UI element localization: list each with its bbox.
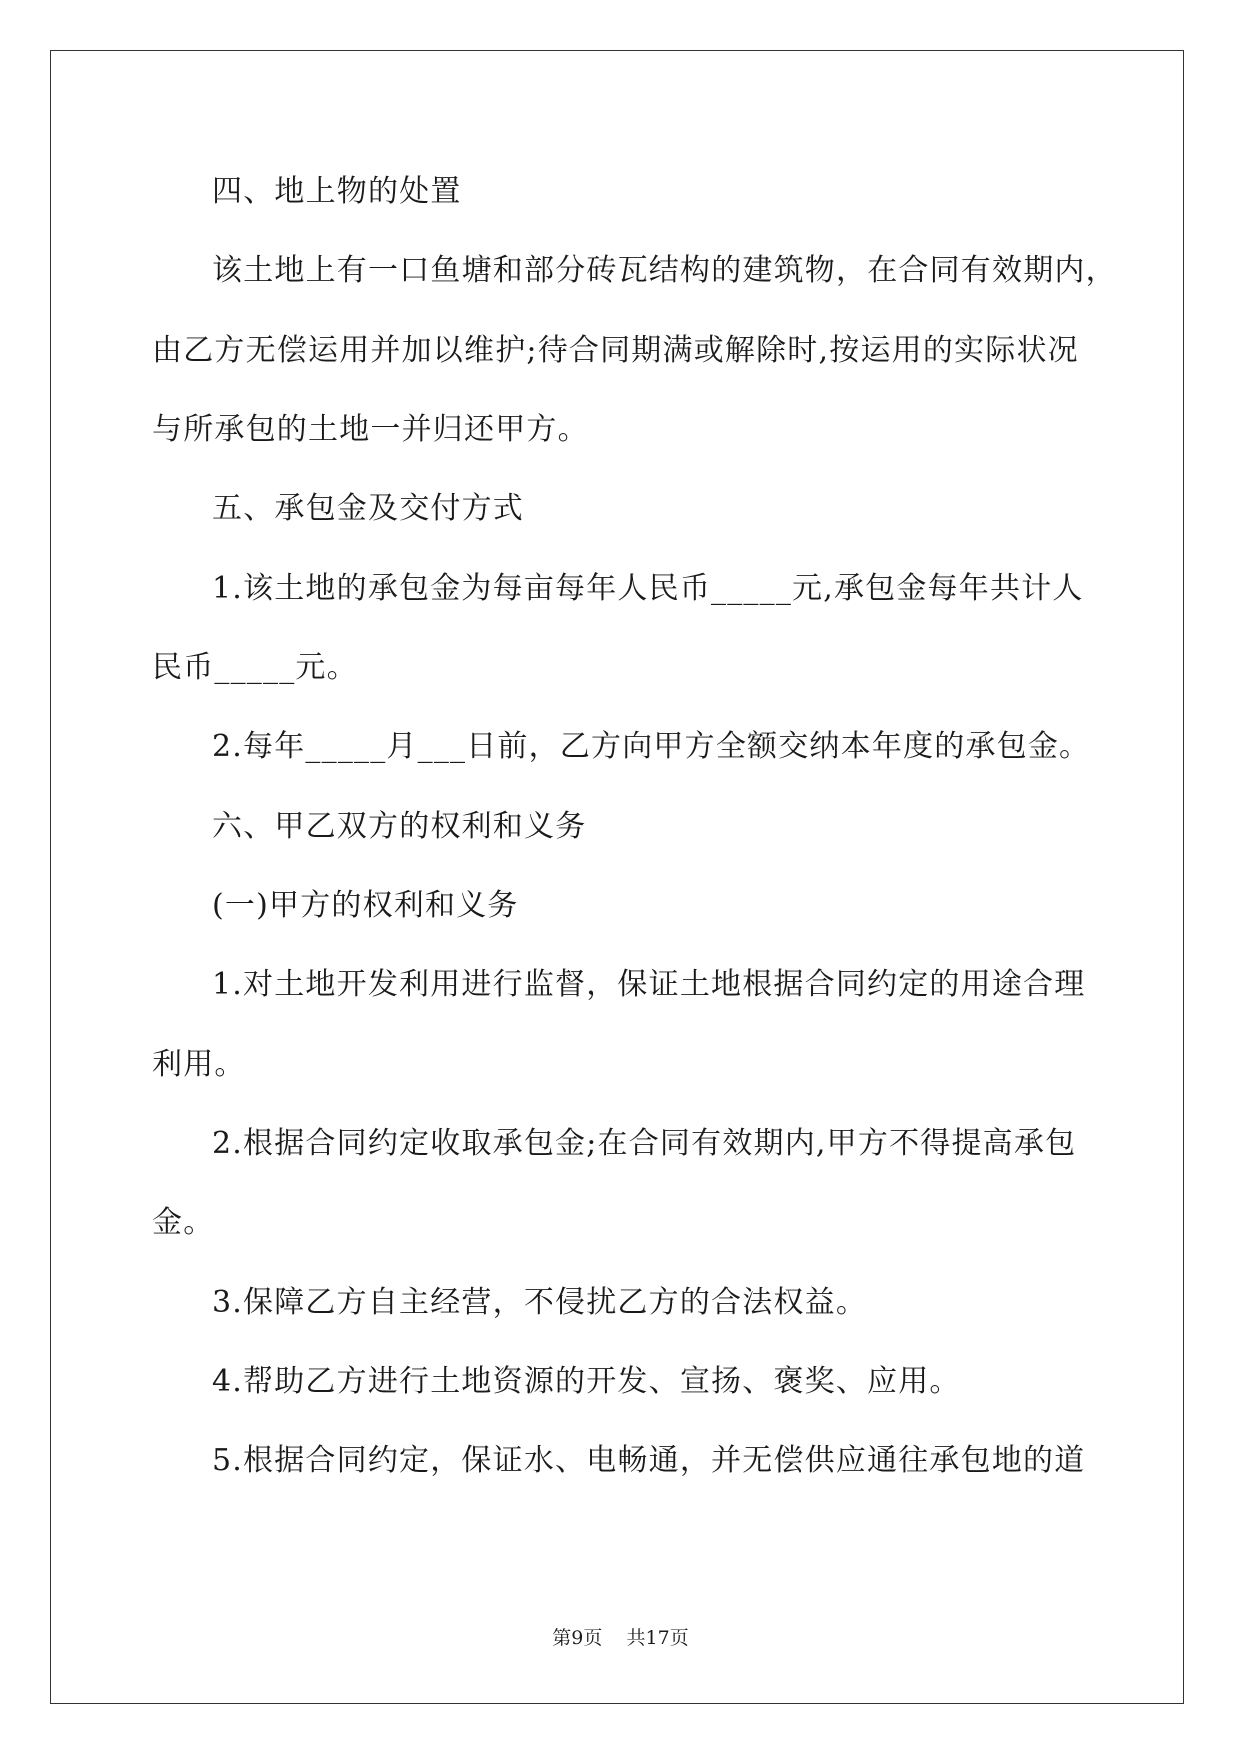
- paragraph-line: 金。: [152, 1205, 215, 1240]
- paragraph-line: 2.根据合同约定收取承包金;在合同有效期内,甲方不得提高承包: [212, 1126, 1077, 1161]
- section-heading-payment: 五、承包金及交付方式: [212, 491, 524, 526]
- paragraph-line: 2.每年_____月___日前，乙方向甲方全额交纳本年度的承包金。: [212, 729, 1091, 764]
- paragraph-line: 4.帮助乙方进行土地资源的开发、宣扬、褒奖、应用。: [212, 1364, 961, 1399]
- section-heading-disposal: 四、地上物的处置: [212, 174, 462, 209]
- subsection-heading-party-a: (一)甲方的权利和义务: [212, 888, 519, 923]
- paragraph-line: 与所承包的土地一并归还甲方。: [152, 412, 589, 447]
- page-number-footer: 第9页 共17页: [552, 1627, 689, 1649]
- section-heading-rights: 六、甲乙双方的权利和义务: [212, 809, 587, 844]
- paragraph-line: 民币_____元。: [152, 650, 358, 685]
- paragraph-line: 该土地上有一口鱼塘和部分砖瓦结构的建筑物，在合同有效期内，: [212, 253, 1117, 288]
- paragraph-line: 利用。: [152, 1047, 246, 1082]
- paragraph-line: 1.对土地开发利用进行监督，保证土地根据合同约定的用途合理: [212, 967, 1086, 1002]
- paragraph-line: 由乙方无偿运用并加以维护;待合同期满或解除时,按运用的实际状况: [152, 333, 1079, 368]
- paragraph-line: 5.根据合同约定，保证水、电畅通，并无偿供应通往承包地的道: [212, 1443, 1086, 1478]
- paragraph-line: 3.保障乙方自主经营，不侵扰乙方的合法权益。: [212, 1285, 868, 1320]
- paragraph-line: 1.该土地的承包金为每亩每年人民币_____元,承包金每年共计人: [212, 571, 1084, 606]
